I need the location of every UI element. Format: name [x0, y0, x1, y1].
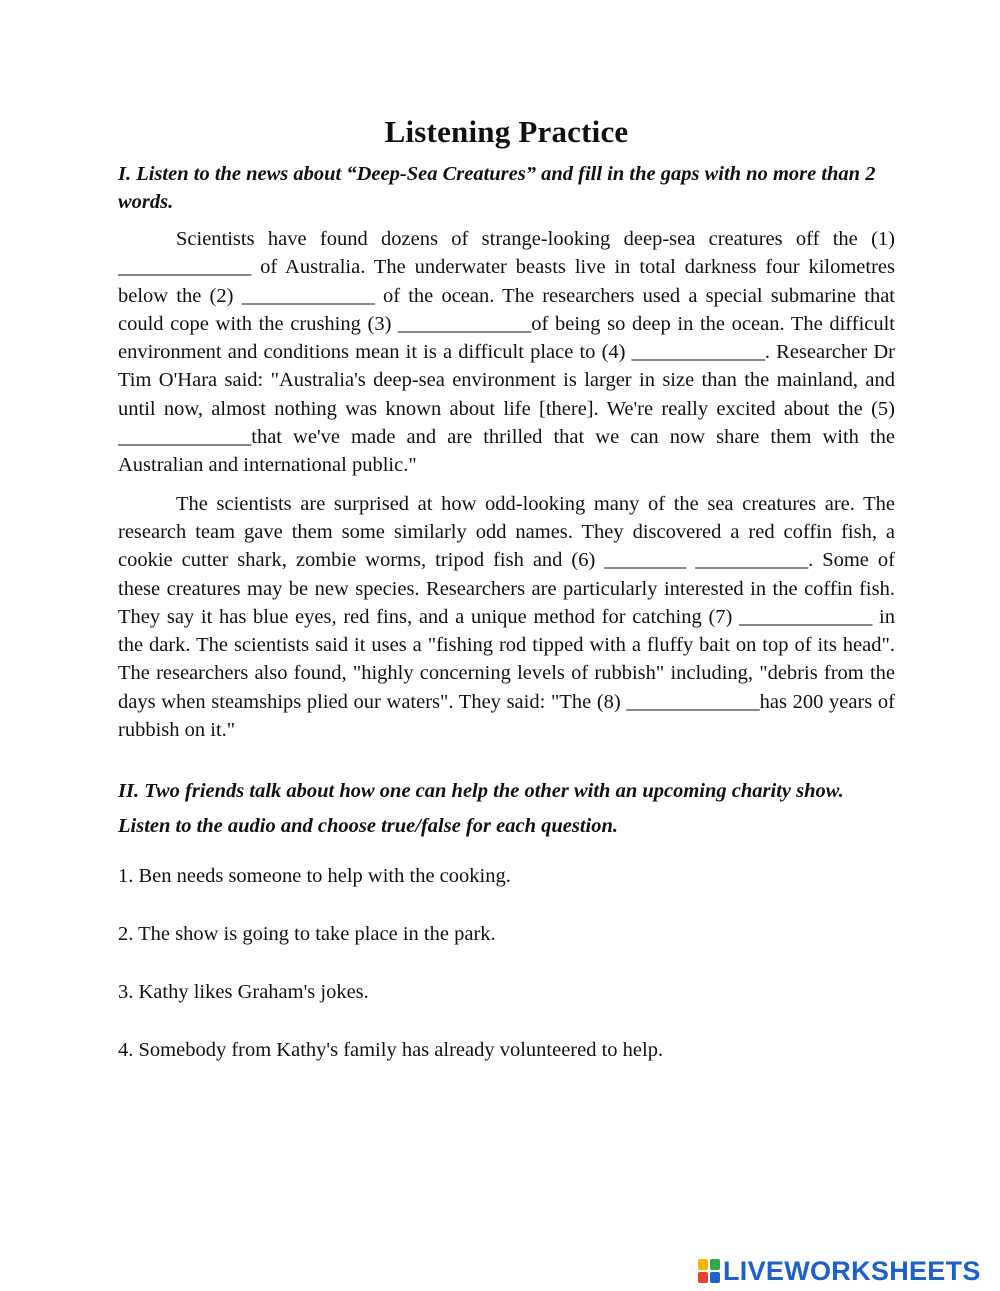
- question-4: 4. Somebody from Kathy's family has already volunteered to help.: [118, 1039, 664, 1062]
- question-3: 3. Kathy likes Graham's jokes.: [118, 981, 369, 1004]
- question-2: 2. The show is going to take place in the park.: [118, 923, 496, 946]
- logo-mark-block-3: [698, 1272, 708, 1283]
- section1-paragraph-1: Scientists have found dozens of strange-looking deep-sea creatures off the (1) _____________ of Australia. The underwater beasts live in total darkness four kilometres below the (2) _____________ of the ocean. The researchers used a special submarine that could cope with the crushing (3) _____________of being so deep in the ocean. The difficult environment and conditions mean it is a difficult place to (4) _____________. Researcher Dr Tim O'Hara said: "Australia's deep-sea environment is larger in size than the mainland, and until now, almost nothing was known about life [there]. We're really excited about the (5) _____________that we've made and are thrilled that we can now share them with the Australian and international public.": [118, 228, 895, 477]
- section1-instruction: I. Listen to the news about “Deep-Sea Creatures” and fill in the gaps with no more than 2 words.: [118, 163, 876, 213]
- liveworksheets-mark-icon: [697, 1258, 721, 1284]
- logo-text: LIVEWORKSHEETS: [723, 1256, 981, 1286]
- liveworksheets-logo: [697, 1256, 981, 1286]
- section1-paragraph-2: The scientists are surprised at how odd-looking many of the sea creatures are. The research team gave them some similarly odd names. They discovered a red coffin fish, a cookie cutter shark, zombie worms, tripod fish and (6) ________ ___________. Some of these creatures may be new species. Researchers are particularly interested in the coffin fish. They say it has blue eyes, red fins, and a unique method for catching (7) _____________ in the dark. The scientists said it uses a "fishing rod tipped with a fluffy bait on top of its head". The researchers also found, "highly concerning levels of rubbish" including, "debris from the days when steamships plied our waters". They said: "The (8) _____________has 200 years of rubbish on it.": [118, 492, 895, 742]
- worksheet-page: [118, 114, 895, 1063]
- page-title: Listening Practice: [384, 114, 629, 149]
- logo-mark-block-4: [710, 1272, 720, 1283]
- section2-instruction: II. Two friends talk about how one can help the other with an upcoming charity show. Listen to the audio and choose true/false for each question.: [118, 780, 844, 838]
- question-1: 1. Ben needs someone to help with the cooking.: [118, 865, 511, 888]
- logo-mark-block-1: [698, 1259, 708, 1270]
- logo-mark-block-2: [710, 1259, 720, 1270]
